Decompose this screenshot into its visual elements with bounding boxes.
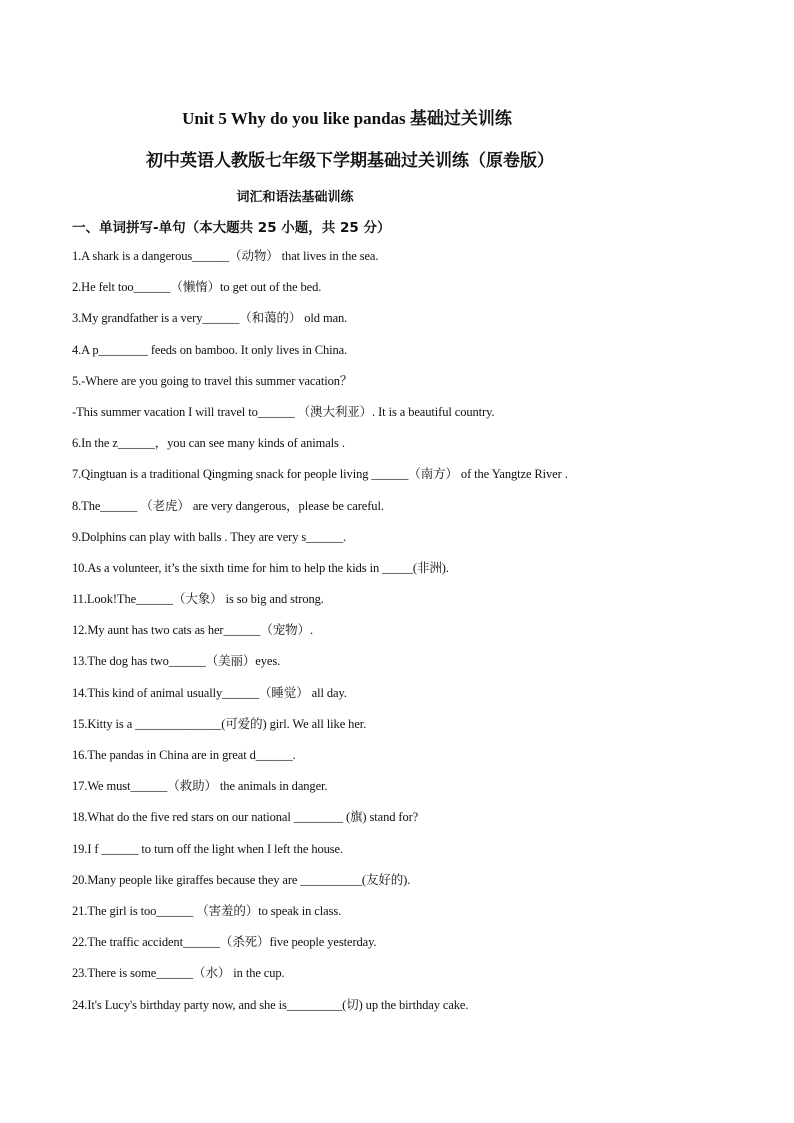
part-heading: 一、单词拼写-单句（本大题共 25 小题，共 25 分）	[72, 220, 391, 236]
question-item: 2.He felt too______（懒惰）to get out of the bed.	[72, 280, 322, 295]
question-list	[72, 246, 732, 1026]
document-subtitle: 初中英语人教版七年级下学期基础过关训练（原卷版）	[146, 151, 554, 171]
question-item: 22.The traffic accident______（杀死）five people yesterday.	[72, 935, 377, 950]
question-item: 16.The pandas in China are in great d______.	[72, 748, 296, 762]
question-item: 1.A shark is a dangerous______（动物） that lives in the sea.	[72, 249, 379, 263]
question-item: 11.Look!The______（大象） is so big and strong.	[72, 592, 324, 607]
question-item: 5.-Where are you going to travel this summer vacation？	[72, 373, 353, 388]
question-item: 24.It's Lucy's birthday party now, and she is_________(切) up the birthday cake.	[72, 997, 469, 1012]
question-item: 13.The dog has two______（美丽）eyes.	[72, 654, 281, 669]
question-item: 17.We must______（救助） the animals in danger.	[72, 779, 328, 794]
question-item: 9.Dolphins can play with balls . They are very s______.	[72, 529, 347, 544]
question-item: 4.A p________ feeds on bamboo. It only lives in China.	[72, 342, 348, 357]
question-item: 19.I f ______ to turn off the light when I left the house.	[72, 841, 344, 856]
question-item: 6.In the z______，you can see many kinds of animals .	[72, 436, 345, 451]
question-item: 18.What do the five red stars on our national ________ (旗) stand for?	[72, 810, 419, 825]
question-item: 21.The girl is too______ （害羞的）to speak in class.	[72, 903, 342, 918]
question-item: 7.Qingtuan is a traditional Qingming snack for people living ______（南方） of the Yangtze River .	[72, 467, 568, 482]
question-item: 23.There is some______（水） in the cup.	[72, 966, 285, 981]
question-item: 10.As a volunteer, it’s the sixth time for him to help the kids in _____(非洲).	[72, 560, 449, 575]
question-item: 8.The______ （老虎） are very dangerous，please be careful.	[72, 498, 384, 513]
section-title: 词汇和语法基础训练	[236, 190, 354, 205]
document-title: Unit 5 Why do you like pandas 基础过关训练	[182, 109, 512, 128]
question-item: 3.My grandfather is a very______（和蔼的） old man.	[72, 311, 348, 326]
question-item: 14.This kind of animal usually______（睡觉） all day.	[72, 685, 347, 700]
question-item: 12.My aunt has two cats as her______（宠物）.	[72, 623, 314, 638]
question-item: 15.Kitty is a ______________(可爱的) girl. We all like her.	[72, 716, 367, 731]
question-item: -This summer vacation I will travel to______ （澳大利亚）. It is a beautiful country.	[72, 404, 495, 419]
question-item: 20.Many people like giraffes because they are __________(友好的).	[72, 872, 411, 887]
